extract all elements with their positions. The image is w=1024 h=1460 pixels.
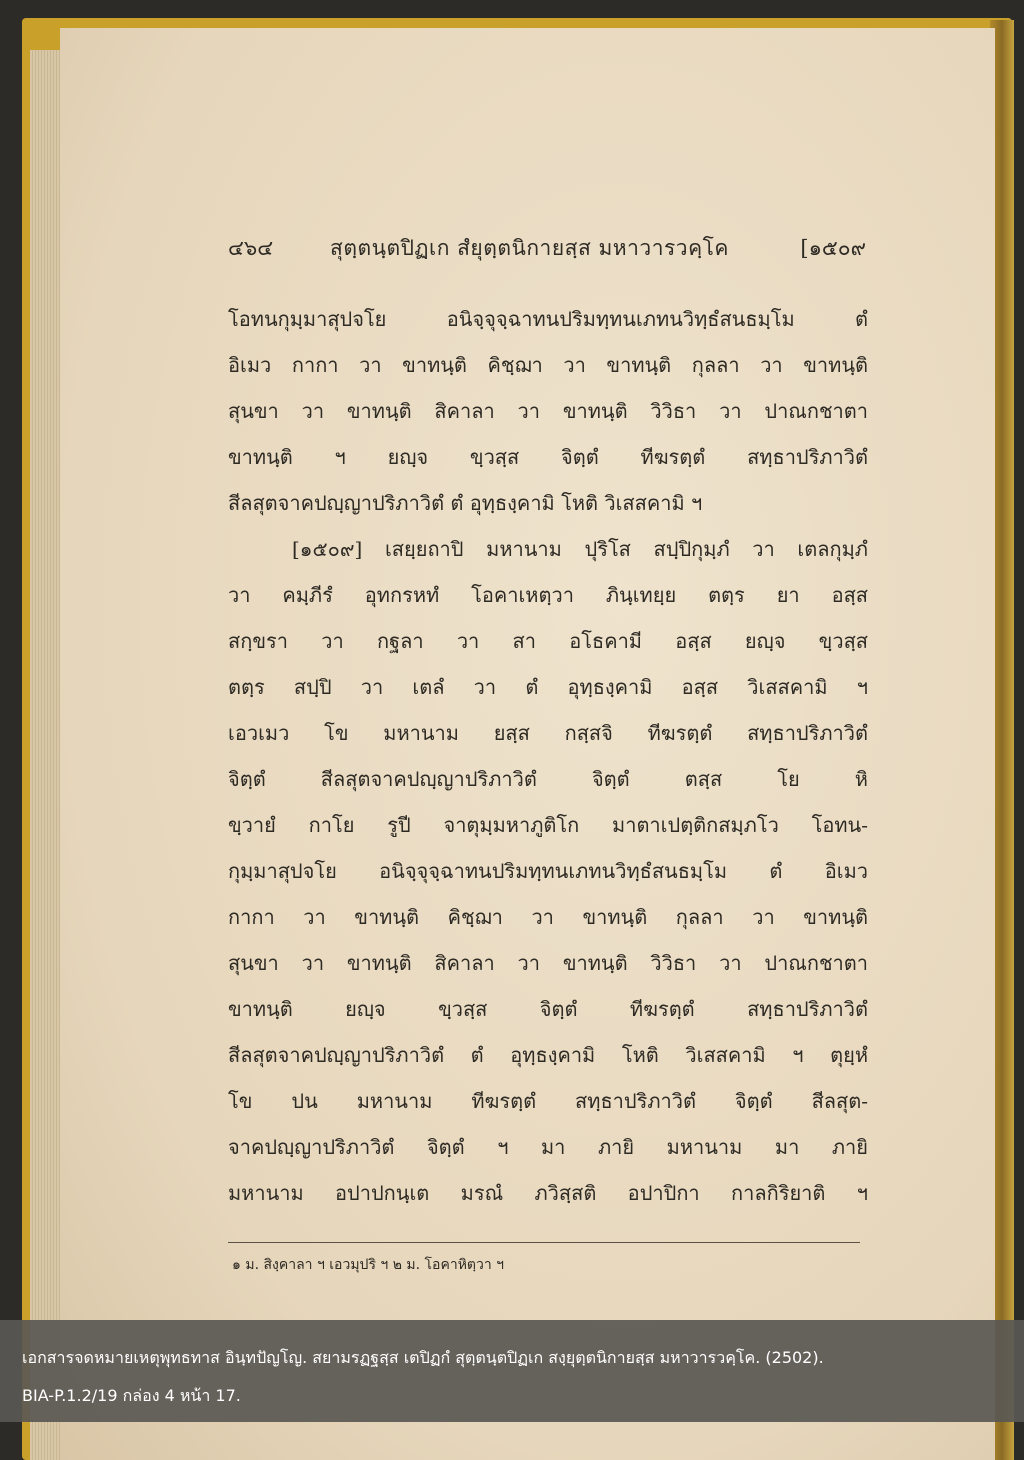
text-line: ขาทนฺติ ฯ ยญฺจ ขฺวสฺส จิตฺตํ ทีฆรตฺตํ สทฺธาปริภาวิตํ bbox=[228, 445, 868, 469]
text-line: สกฺขรา วา กฐลา วา สา อโธคามี อสฺส ยญฺจ ขฺวสฺส bbox=[228, 629, 868, 653]
page-body-text bbox=[228, 296, 868, 1216]
footnote: ๑ ม. สิงฺคาลา ฯ เอวมุปริ ฯ ๒ ม. โอคาหิตฺวา ฯ bbox=[232, 1257, 505, 1273]
caption-reference: BIA-P.1.2/19 กล่อง 4 หน้า 17. bbox=[22, 1386, 241, 1405]
text-line: โข ปน มหานาม ทีฆรตฺตํ สทฺธาปริภาวิตํ จิตฺตํ สีลสุต- bbox=[228, 1089, 868, 1113]
section-marker: [๑๕๐๙ bbox=[800, 236, 866, 260]
text-line: สีลสุตจาคปญฺญาปริภาวิตํ ตํ อุทฺธงฺคามิ โหติ วิเสสคามิ ฯ bbox=[228, 491, 703, 515]
running-title: สุตฺตนฺตปิฏเก สํยุตฺตนิกายสฺส มหาวารวคฺโค bbox=[330, 236, 729, 260]
running-header bbox=[228, 232, 868, 266]
text-line: เอวเมว โข มหานาม ยสฺส กสฺสจิ ทีฆรตฺตํ สทฺธาปริภาวิตํ bbox=[228, 721, 868, 745]
caption-citation: เอกสารจดหมายเหตุพุทธทาส อินฺทปัญโญ. สยามรฏฐสฺส เตปิฏกํ สุตฺตนฺตปิฏเก สงฺยุตฺตนิกายสฺส มหาวารวคฺโค. (2502). bbox=[22, 1348, 824, 1367]
page-number: ๔๖๔ bbox=[228, 236, 274, 260]
text-line: กุมฺมาสุปจโย อนิจฺจุจฺฉาทนปริมทฺทนเภทนวิทฺธํสนธมฺโม ตํ อิเมว bbox=[228, 859, 868, 883]
text-line: ขาทนฺติ ยญฺจ ขฺวสฺส จิตฺตํ ทีฆรตฺตํ สทฺธาปริภาวิตํ bbox=[228, 997, 868, 1021]
text-line: [๑๕๐๙] เสยฺยถาปิ มหานาม ปุริโส สปฺปิกุมฺภํ วา เตลกุมฺภํ bbox=[292, 537, 868, 561]
text-line: มหานาม อปาปกนฺเต มรณํ ภวิสฺสติ อปาปิกา กาลกิริยาติ ฯ bbox=[228, 1181, 868, 1205]
text-line: ขฺวายํ กาโย รูปี จาตุมฺมหาภูติโก มาตาเปตฺติกสมฺภโว โอทน- bbox=[228, 813, 868, 837]
text-line: สุนขา วา ขาทนฺติ สิคาลา วา ขาทนฺติ วิวิธา วา ปาณกชาตา bbox=[228, 951, 868, 975]
text-line: อิเมว กากา วา ขาทนฺติ คิชฺฌา วา ขาทนฺติ กุลลา วา ขาทนฺติ bbox=[228, 353, 868, 377]
text-line: จิตฺตํ สีลสุตจาคปญฺญาปริภาวิตํ จิตฺตํ ตสฺส โย หิ bbox=[228, 767, 868, 791]
text-line: กากา วา ขาทนฺติ คิชฺฌา วา ขาทนฺติ กุลลา วา ขาทนฺติ bbox=[228, 905, 868, 929]
text-line: สีลสุตจาคปญฺญาปริภาวิตํ ตํ อุทฺธงฺคามิ โหติ วิเสสคามิ ฯ ตุยฺหํ bbox=[228, 1043, 868, 1067]
text-line: จาคปญฺญาปริภาวิตํ จิตฺตํ ฯ มา ภายิ มหานาม มา ภายิ bbox=[228, 1135, 868, 1159]
text-line: สุนขา วา ขาทนฺติ สิคาลา วา ขาทนฺติ วิวิธา วา ปาณกชาตา bbox=[228, 399, 868, 423]
text-line: ตตฺร สปฺปิ วา เตลํ วา ตํ อุทฺธงฺคามิ อสฺส วิเสสคามิ ฯ bbox=[228, 675, 868, 699]
text-line: โอทนกุมฺมาสุปจโย อนิจฺจุจฺฉาทนปริมทฺทนเภทนวิทฺธํสนธมฺโม ตํ bbox=[228, 307, 868, 331]
text-line: วา คมฺภีรํ อุทกรหทํ โอคาเหตฺวา ภินฺเทยฺย ตตฺร ยา อสฺส bbox=[228, 583, 868, 607]
footnote-divider bbox=[228, 1242, 860, 1243]
